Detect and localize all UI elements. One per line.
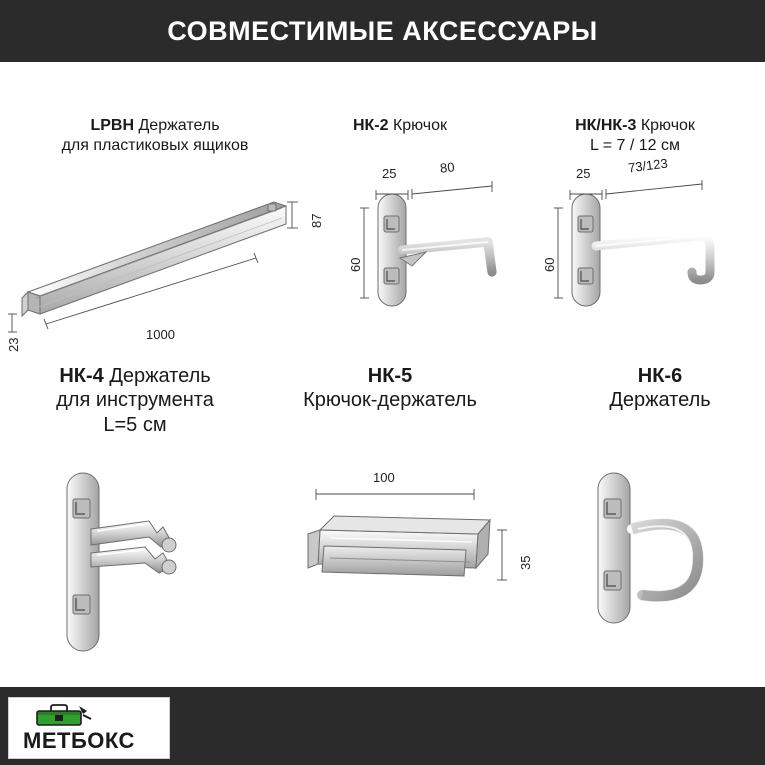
item-name-lpbh-line1: Держатель — [138, 117, 220, 134]
nk6-drawing — [580, 467, 760, 647]
item-code-nk4: НК-4 — [59, 365, 104, 387]
item-name-nk6: Держатель — [609, 389, 711, 412]
nk4-drawing — [45, 467, 225, 662]
nk2-drawing — [360, 180, 530, 360]
item-code-nk5: НК-5 — [367, 365, 413, 387]
dim-lpbh-23: 23 — [6, 337, 21, 352]
dim-nk2-25: 25 — [382, 166, 397, 181]
item-code-nk6: НК-6 — [637, 365, 683, 387]
dim-nk3-73-123: 73/123 — [627, 155, 669, 176]
toolbox-icon — [31, 702, 93, 728]
item-title-nk6 — [560, 364, 760, 413]
item-name-nk4-line3: L=5 см — [103, 413, 167, 436]
figure-lpbh — [6, 172, 324, 352]
lpbh-drawing — [6, 172, 306, 342]
figure-nk2 — [348, 159, 530, 360]
dim-lpbh-87: 87 — [309, 213, 324, 228]
item-title-lpbh — [20, 116, 290, 155]
item-name-nk3-line1: Крючок — [640, 117, 695, 134]
item-name-lpbh-line2: для пластиковых ящиков — [61, 136, 249, 154]
item-name-nk5: Крючок-держатель — [303, 389, 477, 412]
nk3-drawing — [550, 180, 740, 360]
figure-nk3 — [542, 155, 740, 360]
item-name-nk4-line1: Держатель — [109, 365, 211, 387]
dim-nk3-60: 60 — [542, 257, 557, 272]
nk5-drawing — [290, 472, 530, 632]
item-title-nk3 — [520, 116, 750, 155]
item-code-lpbh: LPBH — [90, 117, 135, 134]
dim-nk2-60: 60 — [348, 257, 363, 272]
page-title: СОВМЕСТИМЫЕ АКСЕССУАРЫ — [167, 15, 598, 46]
item-title-nk5 — [260, 364, 520, 413]
figure-nk5 — [290, 470, 533, 632]
dim-nk3-25: 25 — [576, 166, 591, 181]
item-name-nk3-line2: L = 7 / 12 см — [589, 136, 680, 154]
content-area — [0, 62, 765, 687]
item-code-nk3: НК/НК-3 — [575, 117, 637, 134]
item-code-nk2: НК-2 — [352, 117, 389, 134]
dim-nk2-80: 80 — [439, 159, 456, 176]
brand-name: МЕТБОКС — [23, 728, 135, 753]
figure-nk6 — [580, 467, 760, 647]
header-bar — [0, 0, 765, 62]
item-title-nk4 — [10, 364, 260, 437]
item-name-nk2: Крючок — [392, 117, 448, 134]
dim-lpbh-1000: 1000 — [146, 327, 175, 342]
item-title-nk2 — [305, 116, 495, 136]
dim-nk5-100: 100 — [373, 470, 395, 485]
figure-nk4 — [45, 467, 225, 662]
dim-nk5-35: 35 — [518, 555, 533, 570]
item-name-nk4-line2: для инструмента — [56, 389, 214, 412]
brand-logo — [8, 697, 170, 759]
